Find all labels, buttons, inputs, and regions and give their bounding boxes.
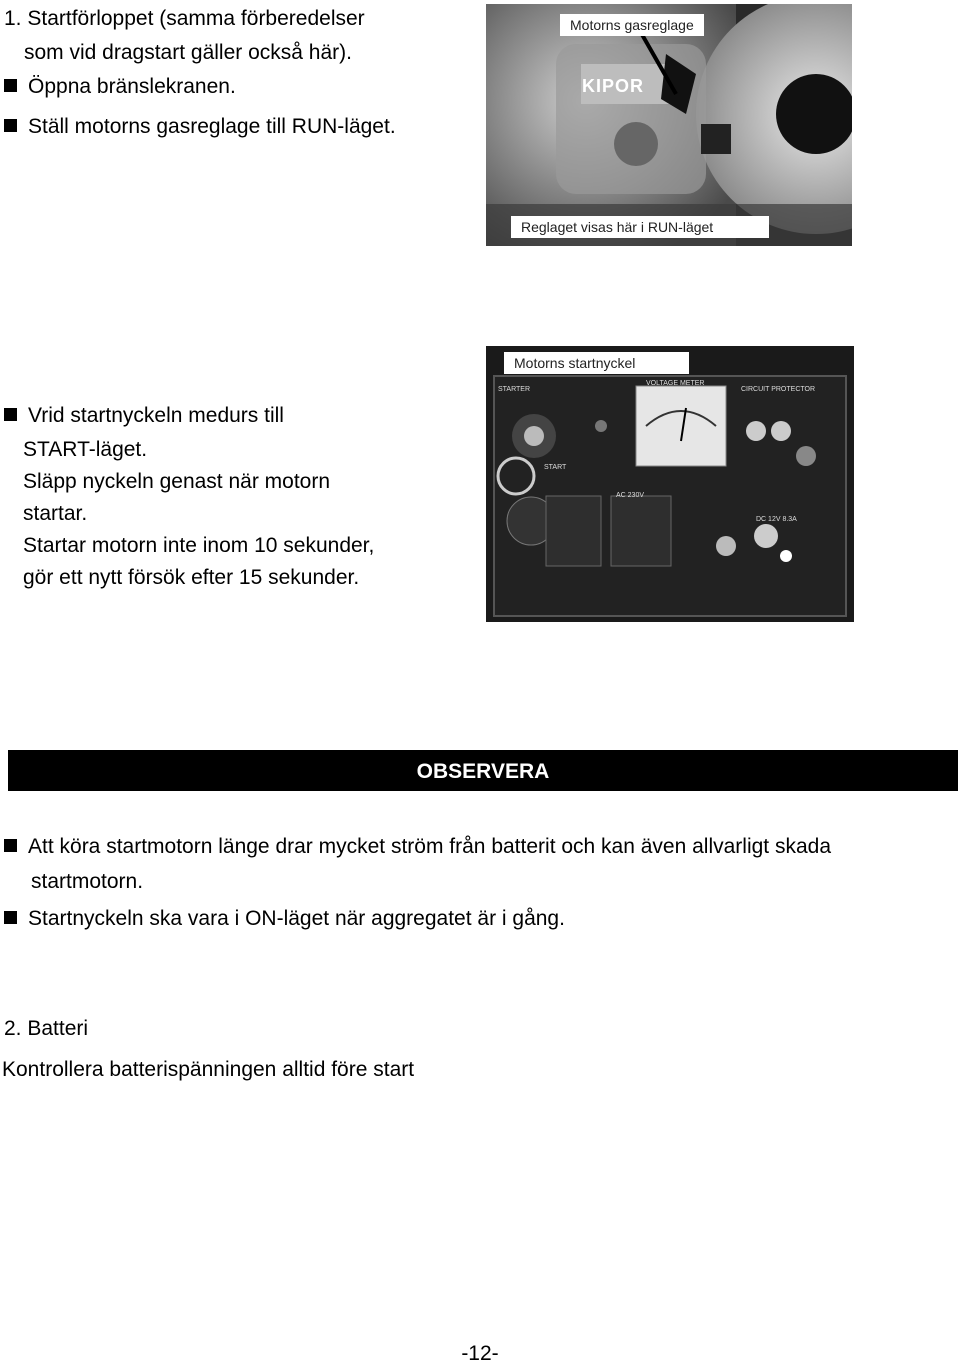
observera-bullet1-text: Att köra startmotorn länge drar mycket ström från batterit och kan även allvarligt skada bbox=[28, 835, 832, 858]
panel-label-voltage: VOLTAGE METER bbox=[646, 380, 705, 387]
step1-bullet2-text: Ställ motorns gasreglage till RUN-läget. bbox=[28, 115, 396, 138]
kipor-logo: KIPOR bbox=[582, 76, 645, 96]
panel-label-circuit: CIRCUIT PROTECTOR bbox=[741, 386, 816, 393]
throttle-photo bbox=[486, 4, 852, 246]
key-line1: Vrid startnyckeln medurs till bbox=[28, 404, 284, 427]
observera-banner: OBSERVERA bbox=[8, 750, 958, 791]
panel-label-ac: AC 230V bbox=[616, 492, 645, 499]
step1-bullet1 bbox=[4, 70, 236, 104]
bullet-square-icon bbox=[4, 119, 17, 132]
key-line3: Släpp nyckeln genast när motorn bbox=[23, 470, 331, 493]
key-bullet bbox=[4, 399, 284, 433]
observera-bullet1 bbox=[4, 830, 831, 864]
control-panel-photo bbox=[486, 346, 854, 622]
start-key-caption: Motorns startnyckel bbox=[504, 352, 689, 374]
bullet-square-icon bbox=[4, 79, 17, 92]
key-line4: startar. bbox=[23, 502, 88, 525]
step1-line2: som vid dragstart gäller också här). bbox=[24, 41, 352, 64]
bullet-square-icon bbox=[4, 408, 17, 421]
battery-heading: 2. Batteri bbox=[4, 1017, 89, 1040]
step1-bullet2 bbox=[4, 110, 396, 144]
observera-bullet2-text: Startnyckeln ska vara i ON-läget när aggregatet är i gång. bbox=[28, 907, 565, 930]
throttle-caption: Motorns gasreglage bbox=[560, 14, 704, 36]
key-line6: gör ett nytt försök efter 15 sekunder. bbox=[23, 566, 360, 589]
bullet-square-icon bbox=[4, 839, 17, 852]
bullet-square-icon bbox=[4, 911, 17, 924]
observera-bullet2 bbox=[4, 902, 565, 936]
panel-label-start: START bbox=[544, 464, 567, 471]
engine-illustration bbox=[486, 4, 852, 246]
key-line2: START-läget. bbox=[23, 438, 148, 461]
panel-label-dc: DC 12V 8.3A bbox=[756, 516, 797, 523]
step1-bullet1-text: Öppna bränslekranen. bbox=[28, 75, 236, 98]
battery-text: Kontrollera batterispänningen alltid före start bbox=[2, 1058, 415, 1081]
key-line5: Startar motorn inte inom 10 sekunder, bbox=[23, 534, 375, 557]
panel-label-starter: STARTER bbox=[498, 386, 531, 393]
observera-bullet1-cont: startmotorn. bbox=[31, 870, 144, 893]
page-number: -12- bbox=[461, 1342, 499, 1365]
step1-line1: 1. Startförloppet (samma förberedelser bbox=[4, 7, 365, 30]
run-position-caption: Reglaget visas här i RUN-läget bbox=[511, 216, 769, 238]
